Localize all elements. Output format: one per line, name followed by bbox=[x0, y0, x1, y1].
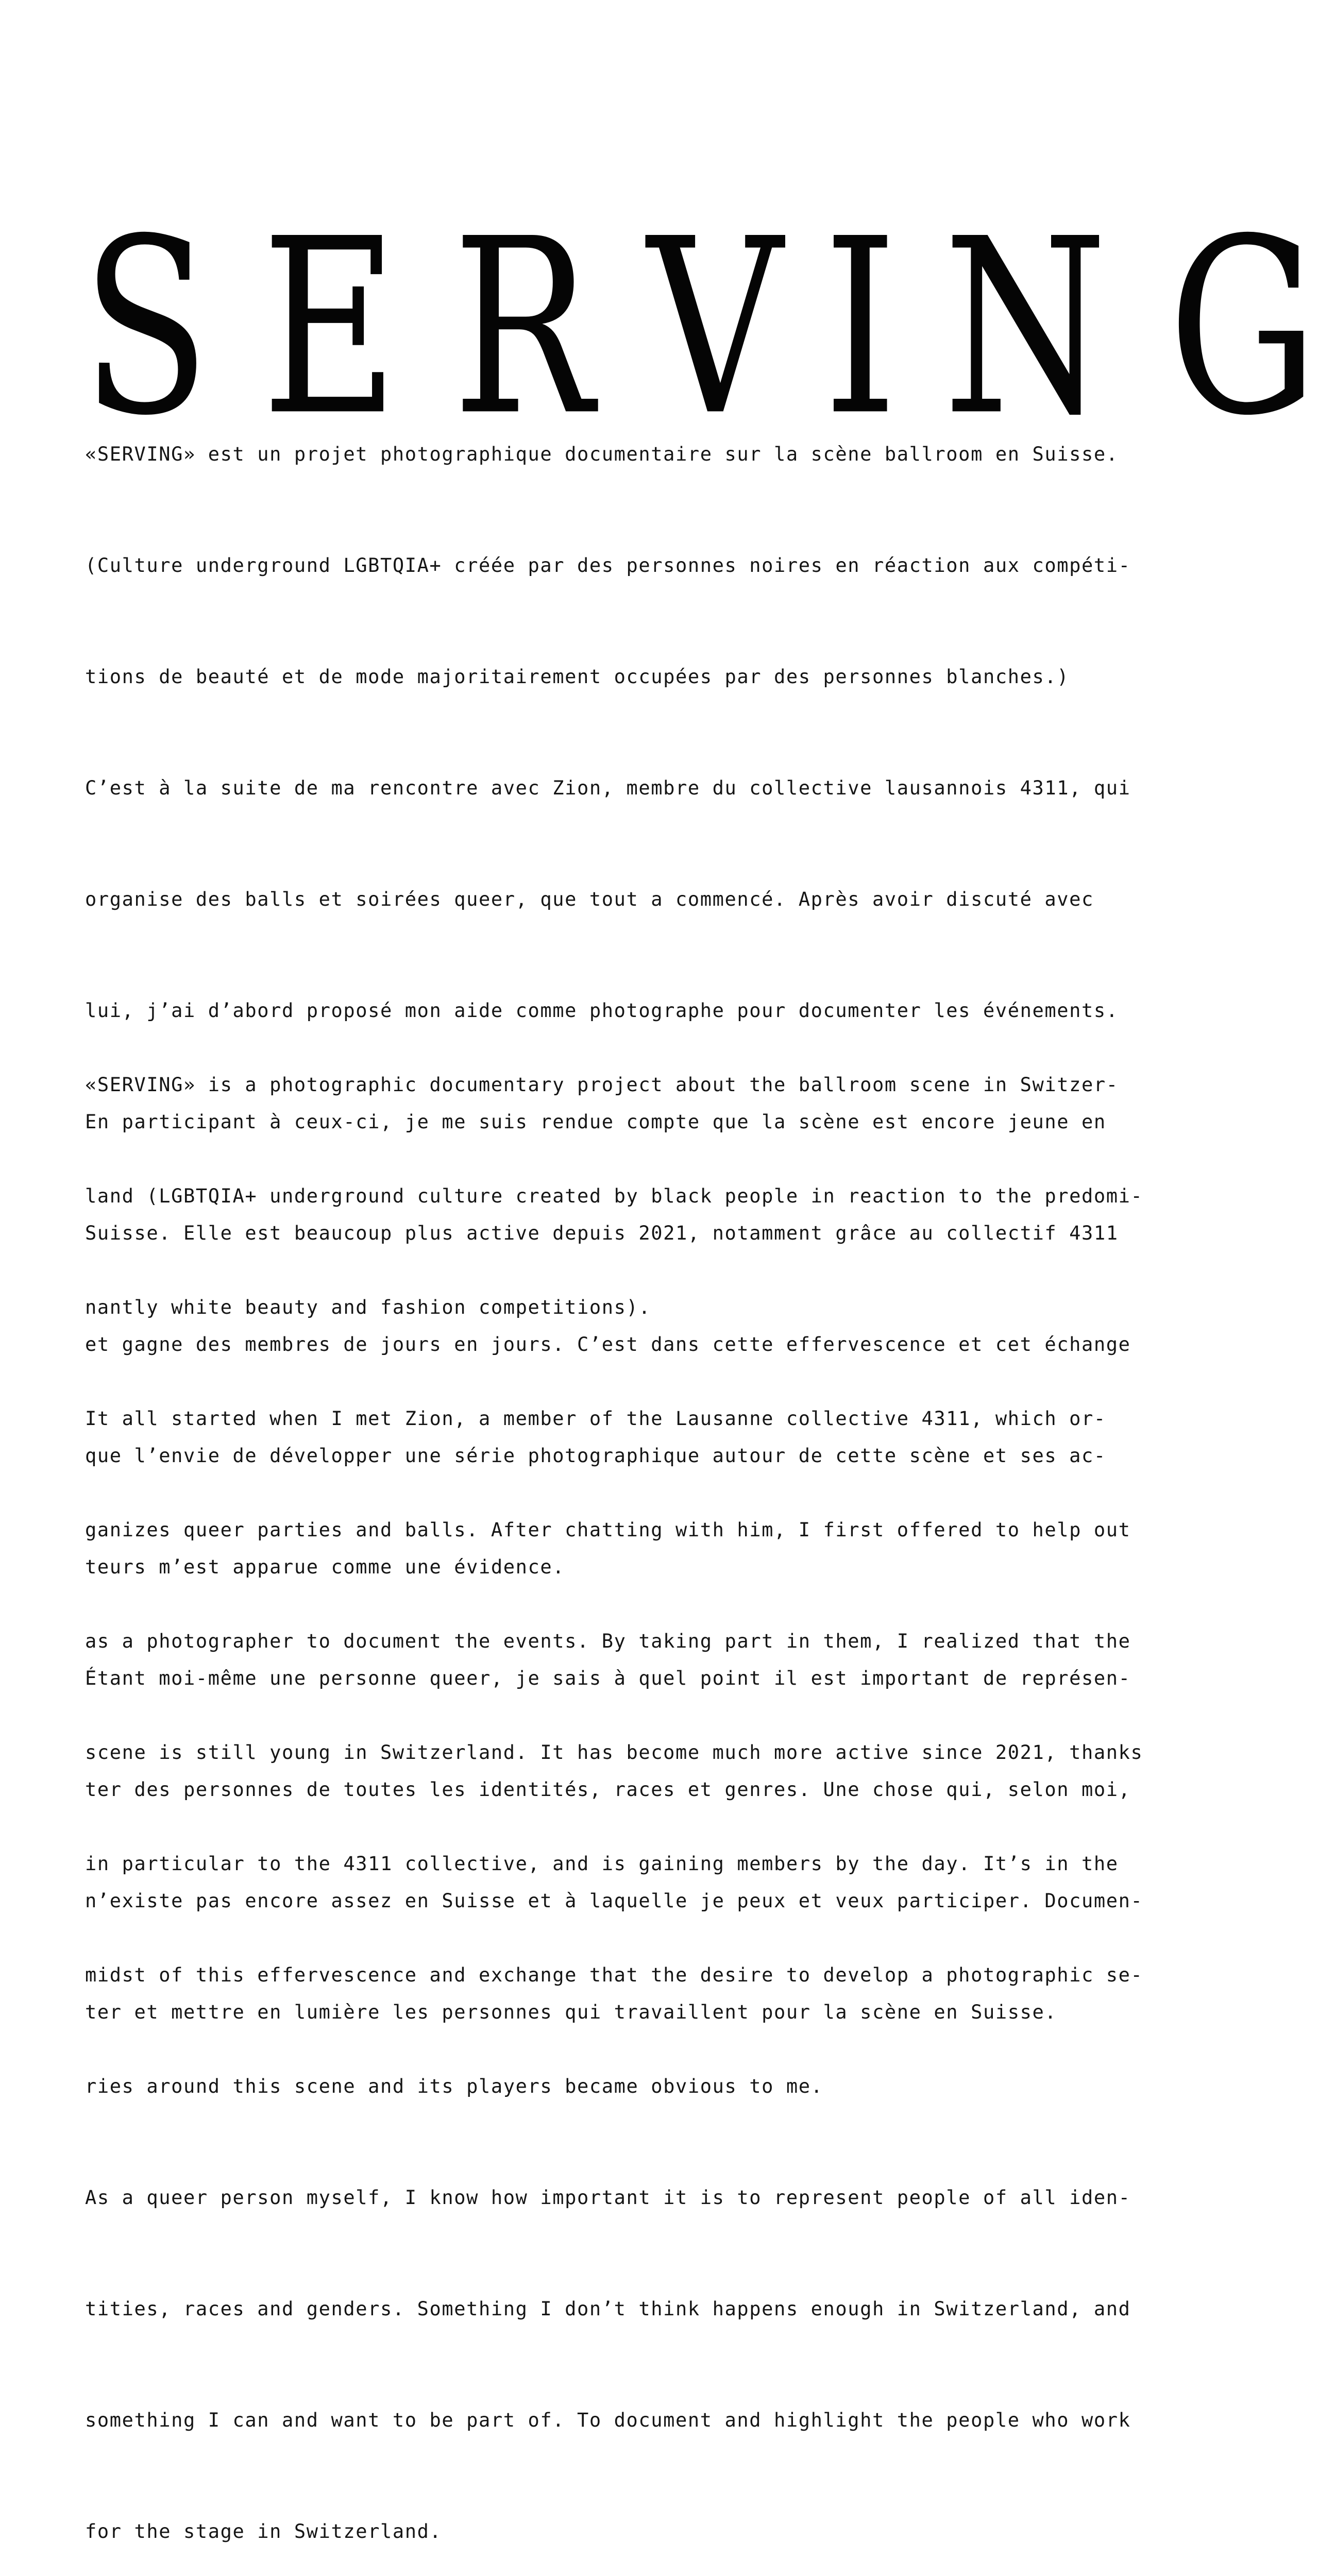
french-line: et gagne des membres de jours en jours. C’est dans cette effervescence et cet échange bbox=[85, 1333, 1131, 1355]
french-line: En participant à ceux-ci, je me suis rendue compte que la scène est encore jeune en bbox=[85, 1111, 1106, 1133]
english-line: nantly white beauty and fashion competitions). bbox=[85, 1296, 651, 1318]
french-line: «SERVING» est un projet photographique documentaire sur la scène ballroom en Suisse. bbox=[85, 443, 1119, 465]
english-line: «SERVING» is a photographic documentary project about the ballroom scene in Switzer- bbox=[85, 1074, 1119, 1096]
english-line: land (LGBTQIA+ underground culture created by black people in reaction to the predomi- bbox=[85, 1185, 1143, 1207]
english-line: something I can and want to be part of. To document and highlight the people who work bbox=[85, 2409, 1131, 2431]
title-letter: G bbox=[1168, 187, 1318, 469]
french-line: ter des personnes de toutes les identités, races et genres. Une chose qui, selon moi, bbox=[85, 1778, 1131, 1801]
french-line: C’est à la suite de ma rencontre avec Zion, membre du collective lausannois 4311, qui bbox=[85, 777, 1131, 799]
english-line: for the stage in Switzerland. bbox=[85, 2520, 442, 2543]
french-line: organise des balls et soirées queer, que tout a commencé. Après avoir discuté avec bbox=[85, 888, 1094, 910]
english-line: midst of this effervescence and exchange that the desire to develop a photographic se- bbox=[85, 1964, 1143, 1986]
french-line: n’existe pas encore assez en Suisse et à laquelle je peux et veux participer. Documen- bbox=[85, 1890, 1143, 1912]
french-line: que l’envie de développer une série photographique autour de cette scène et ses ac- bbox=[85, 1445, 1106, 1467]
english-line: ganizes queer parties and balls. After chatting with him, I first offered to help out bbox=[85, 1519, 1131, 1541]
english-line: scene is still young in Switzerland. It has become much more active since 2021, thanks bbox=[85, 1741, 1143, 1764]
french-line: Étant moi-même une personne queer, je sais à quel point il est important de représen- bbox=[85, 1667, 1131, 1689]
title-letter: R bbox=[452, 187, 594, 469]
french-line: teurs m’est apparue comme une évidence. bbox=[85, 1556, 565, 1578]
french-line: (Culture underground LGBTQIA+ créée par des personnes noires en réaction aux compéti- bbox=[85, 554, 1131, 577]
title-letter: I bbox=[823, 187, 898, 469]
english-line: As a queer person myself, I know how important it is to represent people of all iden- bbox=[85, 2187, 1131, 2209]
english-line: It all started when I met Zion, a member of the Lausanne collective 4311, which or- bbox=[85, 1408, 1106, 1430]
english-description bbox=[85, 992, 1219, 2576]
title-letter: N bbox=[943, 187, 1108, 469]
french-line: tions de beauté et de mode majoritairement occupées par des personnes blanches.) bbox=[85, 666, 1070, 688]
title-letter: V bbox=[647, 187, 783, 469]
english-line: ries around this scene and its players became obvious to me. bbox=[85, 2075, 823, 2097]
english-line: as a photographer to document the events. By taking part in them, I realized that the bbox=[85, 1630, 1131, 1652]
english-line: in particular to the 4311 collective, and is gaining members by the day. It’s in the bbox=[85, 1853, 1119, 1875]
title-letter: E bbox=[261, 187, 398, 469]
english-line: tities, races and genders. Something I don’t think happens enough in Switzerland, and bbox=[85, 2298, 1131, 2320]
title-letter: S bbox=[81, 187, 210, 469]
french-line: ter et mettre en lumière les personnes qui travaillent pour la scène en Suisse. bbox=[85, 2001, 1057, 2023]
french-line: lui, j’ai d’abord proposé mon aide comme photographe pour documenter les événements. bbox=[85, 999, 1119, 1022]
french-line: Suisse. Elle est beaucoup plus active depuis 2021, notamment grâce au collectif 4311 bbox=[85, 1222, 1119, 1244]
